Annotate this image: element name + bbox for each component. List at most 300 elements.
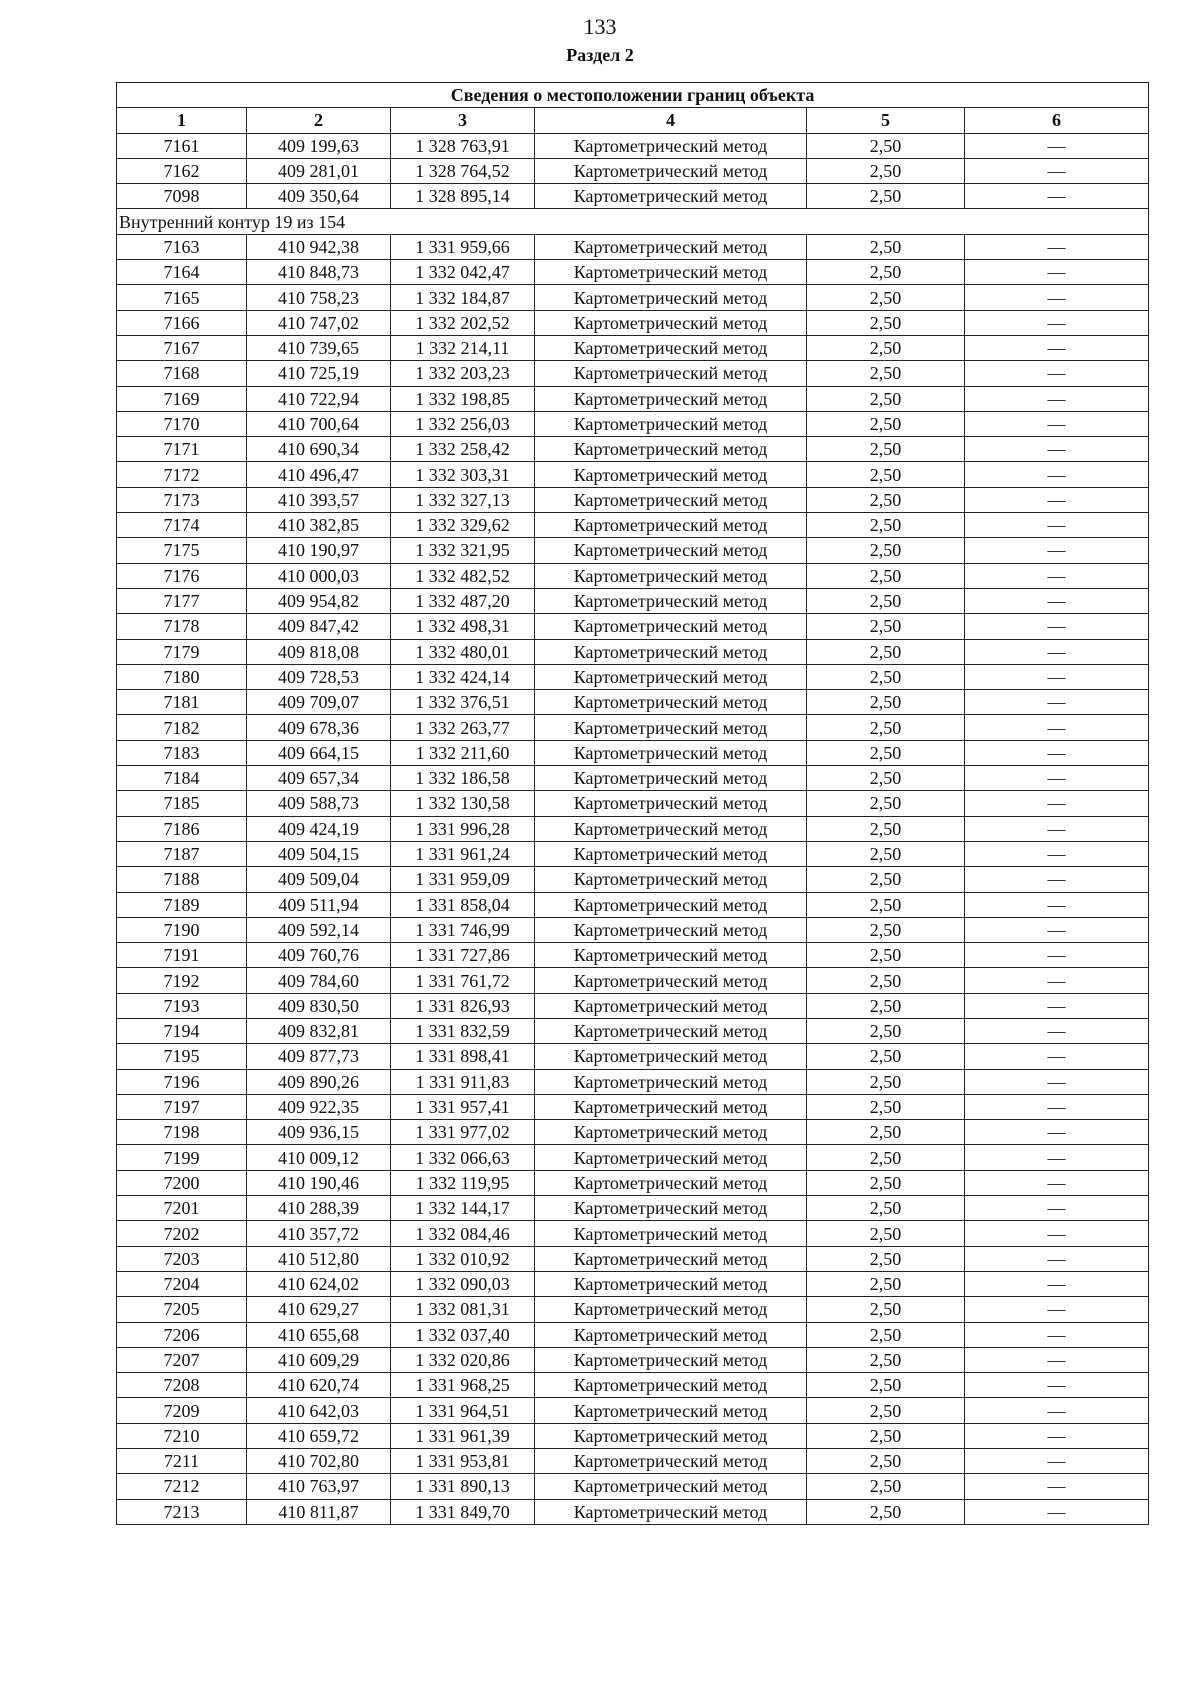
accuracy-cell: 2,50 bbox=[807, 1145, 965, 1170]
note-cell: — bbox=[965, 766, 1149, 791]
point-number-cell: 7191 bbox=[117, 943, 247, 968]
point-number-cell: 7181 bbox=[117, 690, 247, 715]
x-coordinate-cell: 410 725,19 bbox=[247, 361, 391, 386]
note-cell: — bbox=[965, 310, 1149, 335]
method-cell: Картометрический метод bbox=[535, 184, 807, 209]
table-row bbox=[117, 841, 1149, 866]
table-row bbox=[117, 968, 1149, 993]
y-coordinate-cell: 1 328 764,52 bbox=[391, 158, 535, 183]
accuracy-cell: 2,50 bbox=[807, 1069, 965, 1094]
table-row bbox=[117, 1120, 1149, 1145]
accuracy-cell: 2,50 bbox=[807, 740, 965, 765]
method-cell: Картометрический метод bbox=[535, 538, 807, 563]
method-cell: Картометрический метод bbox=[535, 462, 807, 487]
x-coordinate-cell: 409 784,60 bbox=[247, 968, 391, 993]
y-coordinate-cell: 1 331 849,70 bbox=[391, 1499, 535, 1524]
accuracy-cell: 2,50 bbox=[807, 943, 965, 968]
method-cell: Картометрический метод bbox=[535, 917, 807, 942]
y-coordinate-cell: 1 331 911,83 bbox=[391, 1069, 535, 1094]
note-cell: — bbox=[965, 513, 1149, 538]
table-row bbox=[117, 538, 1149, 563]
x-coordinate-cell: 410 690,34 bbox=[247, 437, 391, 462]
point-number-cell: 7211 bbox=[117, 1449, 247, 1474]
point-number-cell: 7202 bbox=[117, 1221, 247, 1246]
accuracy-cell: 2,50 bbox=[807, 588, 965, 613]
method-cell: Картометрический метод bbox=[535, 1423, 807, 1448]
point-number-cell: 7165 bbox=[117, 285, 247, 310]
y-coordinate-cell: 1 332 119,95 bbox=[391, 1170, 535, 1195]
method-cell: Картометрический метод bbox=[535, 386, 807, 411]
table-row bbox=[117, 791, 1149, 816]
table-row bbox=[117, 1398, 1149, 1423]
table-row bbox=[117, 1322, 1149, 1347]
y-coordinate-cell: 1 332 376,51 bbox=[391, 690, 535, 715]
y-coordinate-cell: 1 332 020,86 bbox=[391, 1347, 535, 1372]
y-coordinate-cell: 1 331 832,59 bbox=[391, 1018, 535, 1043]
method-cell: Картометрический метод bbox=[535, 1018, 807, 1043]
y-coordinate-cell: 1 332 329,62 bbox=[391, 513, 535, 538]
point-number-cell: 7210 bbox=[117, 1423, 247, 1448]
method-cell: Картометрический метод bbox=[535, 1170, 807, 1195]
method-cell: Картометрический метод bbox=[535, 158, 807, 183]
point-number-cell: 7172 bbox=[117, 462, 247, 487]
y-coordinate-cell: 1 332 424,14 bbox=[391, 664, 535, 689]
y-coordinate-cell: 1 332 042,47 bbox=[391, 260, 535, 285]
accuracy-cell: 2,50 bbox=[807, 285, 965, 310]
point-number-cell: 7185 bbox=[117, 791, 247, 816]
note-cell: — bbox=[965, 335, 1149, 360]
y-coordinate-cell: 1 332 263,77 bbox=[391, 715, 535, 740]
point-number-cell: 7198 bbox=[117, 1120, 247, 1145]
column-header: 1 bbox=[117, 108, 247, 133]
x-coordinate-cell: 409 509,04 bbox=[247, 867, 391, 892]
note-cell: — bbox=[965, 158, 1149, 183]
x-coordinate-cell: 410 190,46 bbox=[247, 1170, 391, 1195]
table-row bbox=[117, 892, 1149, 917]
method-cell: Картометрический метод bbox=[535, 968, 807, 993]
note-cell: — bbox=[965, 816, 1149, 841]
note-cell: — bbox=[965, 133, 1149, 158]
x-coordinate-cell: 410 393,57 bbox=[247, 487, 391, 512]
method-cell: Картометрический метод bbox=[535, 740, 807, 765]
method-cell: Картометрический метод bbox=[535, 715, 807, 740]
method-cell: Картометрический метод bbox=[535, 1347, 807, 1372]
accuracy-cell: 2,50 bbox=[807, 234, 965, 259]
point-number-cell: 7162 bbox=[117, 158, 247, 183]
point-number-cell: 7208 bbox=[117, 1373, 247, 1398]
table-row bbox=[117, 1145, 1149, 1170]
note-cell: — bbox=[965, 943, 1149, 968]
column-header-row bbox=[117, 108, 1149, 133]
x-coordinate-cell: 410 659,72 bbox=[247, 1423, 391, 1448]
x-coordinate-cell: 410 758,23 bbox=[247, 285, 391, 310]
point-number-cell: 7195 bbox=[117, 1044, 247, 1069]
table-row bbox=[117, 1094, 1149, 1119]
method-cell: Картометрический метод bbox=[535, 588, 807, 613]
accuracy-cell: 2,50 bbox=[807, 513, 965, 538]
method-cell: Картометрический метод bbox=[535, 361, 807, 386]
note-cell: — bbox=[965, 1196, 1149, 1221]
y-coordinate-cell: 1 331 957,41 bbox=[391, 1094, 535, 1119]
point-number-cell: 7196 bbox=[117, 1069, 247, 1094]
point-number-cell: 7187 bbox=[117, 841, 247, 866]
x-coordinate-cell: 409 511,94 bbox=[247, 892, 391, 917]
boundary-coordinates-table bbox=[116, 82, 1149, 1525]
accuracy-cell: 2,50 bbox=[807, 1044, 965, 1069]
y-coordinate-cell: 1 332 144,17 bbox=[391, 1196, 535, 1221]
table-row bbox=[117, 867, 1149, 892]
x-coordinate-cell: 409 350,64 bbox=[247, 184, 391, 209]
table-row bbox=[117, 513, 1149, 538]
y-coordinate-cell: 1 331 826,93 bbox=[391, 993, 535, 1018]
y-coordinate-cell: 1 328 895,14 bbox=[391, 184, 535, 209]
accuracy-cell: 2,50 bbox=[807, 1271, 965, 1296]
note-cell: — bbox=[965, 285, 1149, 310]
y-coordinate-cell: 1 331 898,41 bbox=[391, 1044, 535, 1069]
method-cell: Картометрический метод bbox=[535, 841, 807, 866]
y-coordinate-cell: 1 332 214,11 bbox=[391, 335, 535, 360]
y-coordinate-cell: 1 331 953,81 bbox=[391, 1449, 535, 1474]
note-cell: — bbox=[965, 1347, 1149, 1372]
point-number-cell: 7193 bbox=[117, 993, 247, 1018]
note-cell: — bbox=[965, 1297, 1149, 1322]
accuracy-cell: 2,50 bbox=[807, 766, 965, 791]
accuracy-cell: 2,50 bbox=[807, 614, 965, 639]
note-cell: — bbox=[965, 260, 1149, 285]
accuracy-cell: 2,50 bbox=[807, 639, 965, 664]
accuracy-cell: 2,50 bbox=[807, 487, 965, 512]
point-number-cell: 7098 bbox=[117, 184, 247, 209]
accuracy-cell: 2,50 bbox=[807, 361, 965, 386]
note-cell: — bbox=[965, 1094, 1149, 1119]
y-coordinate-cell: 1 332 186,58 bbox=[391, 766, 535, 791]
x-coordinate-cell: 409 281,01 bbox=[247, 158, 391, 183]
y-coordinate-cell: 1 332 184,87 bbox=[391, 285, 535, 310]
point-number-cell: 7199 bbox=[117, 1145, 247, 1170]
note-cell: — bbox=[965, 867, 1149, 892]
table-row bbox=[117, 1373, 1149, 1398]
note-cell: — bbox=[965, 841, 1149, 866]
note-cell: — bbox=[965, 968, 1149, 993]
y-coordinate-cell: 1 331 961,24 bbox=[391, 841, 535, 866]
y-coordinate-cell: 1 332 081,31 bbox=[391, 1297, 535, 1322]
accuracy-cell: 2,50 bbox=[807, 993, 965, 1018]
column-header: 2 bbox=[247, 108, 391, 133]
table-row bbox=[117, 361, 1149, 386]
y-coordinate-cell: 1 332 303,31 bbox=[391, 462, 535, 487]
method-cell: Картометрический метод bbox=[535, 1271, 807, 1296]
x-coordinate-cell: 410 000,03 bbox=[247, 563, 391, 588]
method-cell: Картометрический метод bbox=[535, 664, 807, 689]
table-row bbox=[117, 1069, 1149, 1094]
point-number-cell: 7180 bbox=[117, 664, 247, 689]
accuracy-cell: 2,50 bbox=[807, 892, 965, 917]
x-coordinate-cell: 410 624,02 bbox=[247, 1271, 391, 1296]
point-number-cell: 7207 bbox=[117, 1347, 247, 1372]
point-number-cell: 7169 bbox=[117, 386, 247, 411]
x-coordinate-cell: 410 496,47 bbox=[247, 462, 391, 487]
accuracy-cell: 2,50 bbox=[807, 1449, 965, 1474]
method-cell: Картометрический метод bbox=[535, 816, 807, 841]
point-number-cell: 7174 bbox=[117, 513, 247, 538]
accuracy-cell: 2,50 bbox=[807, 1018, 965, 1043]
method-cell: Картометрический метод bbox=[535, 260, 807, 285]
table-row bbox=[117, 260, 1149, 285]
method-cell: Картометрический метод bbox=[535, 1474, 807, 1499]
y-coordinate-cell: 1 332 321,95 bbox=[391, 538, 535, 563]
method-cell: Картометрический метод bbox=[535, 1246, 807, 1271]
y-coordinate-cell: 1 331 727,86 bbox=[391, 943, 535, 968]
x-coordinate-cell: 410 382,85 bbox=[247, 513, 391, 538]
point-number-cell: 7204 bbox=[117, 1271, 247, 1296]
x-coordinate-cell: 409 657,34 bbox=[247, 766, 391, 791]
x-coordinate-cell: 409 664,15 bbox=[247, 740, 391, 765]
note-cell: — bbox=[965, 1145, 1149, 1170]
note-cell: — bbox=[965, 588, 1149, 613]
y-coordinate-cell: 1 332 198,85 bbox=[391, 386, 535, 411]
point-number-cell: 7171 bbox=[117, 437, 247, 462]
table-row bbox=[117, 1449, 1149, 1474]
table-body bbox=[117, 133, 1149, 1524]
accuracy-cell: 2,50 bbox=[807, 386, 965, 411]
note-cell: — bbox=[965, 437, 1149, 462]
table-row bbox=[117, 310, 1149, 335]
table-row bbox=[117, 1474, 1149, 1499]
method-cell: Картометрический метод bbox=[535, 1449, 807, 1474]
x-coordinate-cell: 409 588,73 bbox=[247, 791, 391, 816]
x-coordinate-cell: 410 629,27 bbox=[247, 1297, 391, 1322]
point-number-cell: 7189 bbox=[117, 892, 247, 917]
accuracy-cell: 2,50 bbox=[807, 1120, 965, 1145]
point-number-cell: 7176 bbox=[117, 563, 247, 588]
point-number-cell: 7175 bbox=[117, 538, 247, 563]
table-row bbox=[117, 1297, 1149, 1322]
table-row bbox=[117, 690, 1149, 715]
point-number-cell: 7179 bbox=[117, 639, 247, 664]
x-coordinate-cell: 410 739,65 bbox=[247, 335, 391, 360]
column-header: 5 bbox=[807, 108, 965, 133]
table-row bbox=[117, 563, 1149, 588]
accuracy-cell: 2,50 bbox=[807, 841, 965, 866]
accuracy-cell: 2,50 bbox=[807, 158, 965, 183]
table-row bbox=[117, 285, 1149, 310]
method-cell: Картометрический метод bbox=[535, 791, 807, 816]
method-cell: Картометрический метод bbox=[535, 1322, 807, 1347]
method-cell: Картометрический метод bbox=[535, 1373, 807, 1398]
x-coordinate-cell: 409 760,76 bbox=[247, 943, 391, 968]
point-number-cell: 7213 bbox=[117, 1499, 247, 1524]
y-coordinate-cell: 1 331 761,72 bbox=[391, 968, 535, 993]
x-coordinate-cell: 410 609,29 bbox=[247, 1347, 391, 1372]
point-number-cell: 7173 bbox=[117, 487, 247, 512]
accuracy-cell: 2,50 bbox=[807, 1423, 965, 1448]
accuracy-cell: 2,50 bbox=[807, 133, 965, 158]
contour-label: Внутренний контур 19 из 154 bbox=[117, 209, 1149, 234]
y-coordinate-cell: 1 332 487,20 bbox=[391, 588, 535, 613]
method-cell: Картометрический метод bbox=[535, 867, 807, 892]
column-header: 3 bbox=[391, 108, 535, 133]
method-cell: Картометрический метод bbox=[535, 993, 807, 1018]
x-coordinate-cell: 410 512,80 bbox=[247, 1246, 391, 1271]
note-cell: — bbox=[965, 563, 1149, 588]
note-cell: — bbox=[965, 1398, 1149, 1423]
x-coordinate-cell: 409 832,81 bbox=[247, 1018, 391, 1043]
y-coordinate-cell: 1 331 964,51 bbox=[391, 1398, 535, 1423]
x-coordinate-cell: 410 722,94 bbox=[247, 386, 391, 411]
accuracy-cell: 2,50 bbox=[807, 1246, 965, 1271]
y-coordinate-cell: 1 332 010,92 bbox=[391, 1246, 535, 1271]
point-number-cell: 7201 bbox=[117, 1196, 247, 1221]
note-cell: — bbox=[965, 892, 1149, 917]
table-caption: Сведения о местоположении границ объекта bbox=[117, 83, 1149, 108]
point-number-cell: 7209 bbox=[117, 1398, 247, 1423]
table-row bbox=[117, 715, 1149, 740]
column-header: 4 bbox=[535, 108, 807, 133]
accuracy-cell: 2,50 bbox=[807, 335, 965, 360]
method-cell: Картометрический метод bbox=[535, 1499, 807, 1524]
note-cell: — bbox=[965, 690, 1149, 715]
x-coordinate-cell: 410 747,02 bbox=[247, 310, 391, 335]
method-cell: Картометрический метод bbox=[535, 1398, 807, 1423]
y-coordinate-cell: 1 331 977,02 bbox=[391, 1120, 535, 1145]
x-coordinate-cell: 409 728,53 bbox=[247, 664, 391, 689]
table-row bbox=[117, 158, 1149, 183]
y-coordinate-cell: 1 328 763,91 bbox=[391, 133, 535, 158]
note-cell: — bbox=[965, 234, 1149, 259]
method-cell: Картометрический метод bbox=[535, 1221, 807, 1246]
x-coordinate-cell: 409 830,50 bbox=[247, 993, 391, 1018]
accuracy-cell: 2,50 bbox=[807, 1398, 965, 1423]
table-row bbox=[117, 184, 1149, 209]
note-cell: — bbox=[965, 614, 1149, 639]
point-number-cell: 7205 bbox=[117, 1297, 247, 1322]
point-number-cell: 7206 bbox=[117, 1322, 247, 1347]
x-coordinate-cell: 410 190,97 bbox=[247, 538, 391, 563]
point-number-cell: 7161 bbox=[117, 133, 247, 158]
x-coordinate-cell: 409 954,82 bbox=[247, 588, 391, 613]
method-cell: Картометрический метод bbox=[535, 614, 807, 639]
x-coordinate-cell: 410 642,03 bbox=[247, 1398, 391, 1423]
accuracy-cell: 2,50 bbox=[807, 310, 965, 335]
point-number-cell: 7163 bbox=[117, 234, 247, 259]
table-caption-row bbox=[117, 83, 1149, 108]
table-row bbox=[117, 664, 1149, 689]
note-cell: — bbox=[965, 740, 1149, 765]
y-coordinate-cell: 1 332 037,40 bbox=[391, 1322, 535, 1347]
accuracy-cell: 2,50 bbox=[807, 791, 965, 816]
table-row bbox=[117, 487, 1149, 512]
method-cell: Картометрический метод bbox=[535, 1044, 807, 1069]
method-cell: Картометрический метод bbox=[535, 487, 807, 512]
y-coordinate-cell: 1 332 211,60 bbox=[391, 740, 535, 765]
table-row bbox=[117, 1196, 1149, 1221]
note-cell: — bbox=[965, 361, 1149, 386]
y-coordinate-cell: 1 331 858,04 bbox=[391, 892, 535, 917]
y-coordinate-cell: 1 332 480,01 bbox=[391, 639, 535, 664]
note-cell: — bbox=[965, 715, 1149, 740]
accuracy-cell: 2,50 bbox=[807, 715, 965, 740]
accuracy-cell: 2,50 bbox=[807, 690, 965, 715]
method-cell: Картометрический метод bbox=[535, 892, 807, 917]
method-cell: Картометрический метод bbox=[535, 437, 807, 462]
table-row bbox=[117, 411, 1149, 436]
point-number-cell: 7190 bbox=[117, 917, 247, 942]
method-cell: Картометрический метод bbox=[535, 639, 807, 664]
accuracy-cell: 2,50 bbox=[807, 867, 965, 892]
method-cell: Картометрический метод bbox=[535, 513, 807, 538]
page-number: 133 bbox=[583, 14, 617, 39]
x-coordinate-cell: 409 424,19 bbox=[247, 816, 391, 841]
table-row bbox=[117, 1347, 1149, 1372]
accuracy-cell: 2,50 bbox=[807, 411, 965, 436]
x-coordinate-cell: 409 592,14 bbox=[247, 917, 391, 942]
x-coordinate-cell: 410 288,39 bbox=[247, 1196, 391, 1221]
point-number-cell: 7200 bbox=[117, 1170, 247, 1195]
note-cell: — bbox=[965, 386, 1149, 411]
point-number-cell: 7188 bbox=[117, 867, 247, 892]
x-coordinate-cell: 409 936,15 bbox=[247, 1120, 391, 1145]
x-coordinate-cell: 410 702,80 bbox=[247, 1449, 391, 1474]
table-row bbox=[117, 993, 1149, 1018]
x-coordinate-cell: 410 620,74 bbox=[247, 1373, 391, 1398]
y-coordinate-cell: 1 332 327,13 bbox=[391, 487, 535, 512]
point-number-cell: 7182 bbox=[117, 715, 247, 740]
method-cell: Картометрический метод bbox=[535, 310, 807, 335]
table-row bbox=[117, 234, 1149, 259]
table-row bbox=[117, 1246, 1149, 1271]
method-cell: Картометрический метод bbox=[535, 1297, 807, 1322]
y-coordinate-cell: 1 332 482,52 bbox=[391, 563, 535, 588]
x-coordinate-cell: 409 877,73 bbox=[247, 1044, 391, 1069]
table-row bbox=[117, 766, 1149, 791]
y-coordinate-cell: 1 332 498,31 bbox=[391, 614, 535, 639]
table-row bbox=[117, 437, 1149, 462]
accuracy-cell: 2,50 bbox=[807, 1297, 965, 1322]
point-number-cell: 7186 bbox=[117, 816, 247, 841]
note-cell: — bbox=[965, 462, 1149, 487]
accuracy-cell: 2,50 bbox=[807, 538, 965, 563]
x-coordinate-cell: 410 942,38 bbox=[247, 234, 391, 259]
point-number-cell: 7184 bbox=[117, 766, 247, 791]
accuracy-cell: 2,50 bbox=[807, 462, 965, 487]
note-cell: — bbox=[965, 538, 1149, 563]
note-cell: — bbox=[965, 791, 1149, 816]
table-row bbox=[117, 740, 1149, 765]
method-cell: Картометрический метод bbox=[535, 1196, 807, 1221]
x-coordinate-cell: 409 504,15 bbox=[247, 841, 391, 866]
accuracy-cell: 2,50 bbox=[807, 1474, 965, 1499]
table-row bbox=[117, 1044, 1149, 1069]
table-row bbox=[117, 133, 1149, 158]
note-cell: — bbox=[965, 917, 1149, 942]
table-row bbox=[117, 917, 1149, 942]
x-coordinate-cell: 409 818,08 bbox=[247, 639, 391, 664]
method-cell: Картометрический метод bbox=[535, 1120, 807, 1145]
y-coordinate-cell: 1 332 256,03 bbox=[391, 411, 535, 436]
method-cell: Картометрический метод bbox=[535, 1145, 807, 1170]
method-cell: Картометрический метод bbox=[535, 1094, 807, 1119]
contour-row bbox=[117, 209, 1149, 234]
x-coordinate-cell: 410 357,72 bbox=[247, 1221, 391, 1246]
table-row bbox=[117, 1499, 1149, 1524]
point-number-cell: 7170 bbox=[117, 411, 247, 436]
point-number-cell: 7164 bbox=[117, 260, 247, 285]
method-cell: Картометрический метод bbox=[535, 133, 807, 158]
note-cell: — bbox=[965, 1423, 1149, 1448]
note-cell: — bbox=[965, 1246, 1149, 1271]
point-number-cell: 7194 bbox=[117, 1018, 247, 1043]
table-row bbox=[117, 462, 1149, 487]
